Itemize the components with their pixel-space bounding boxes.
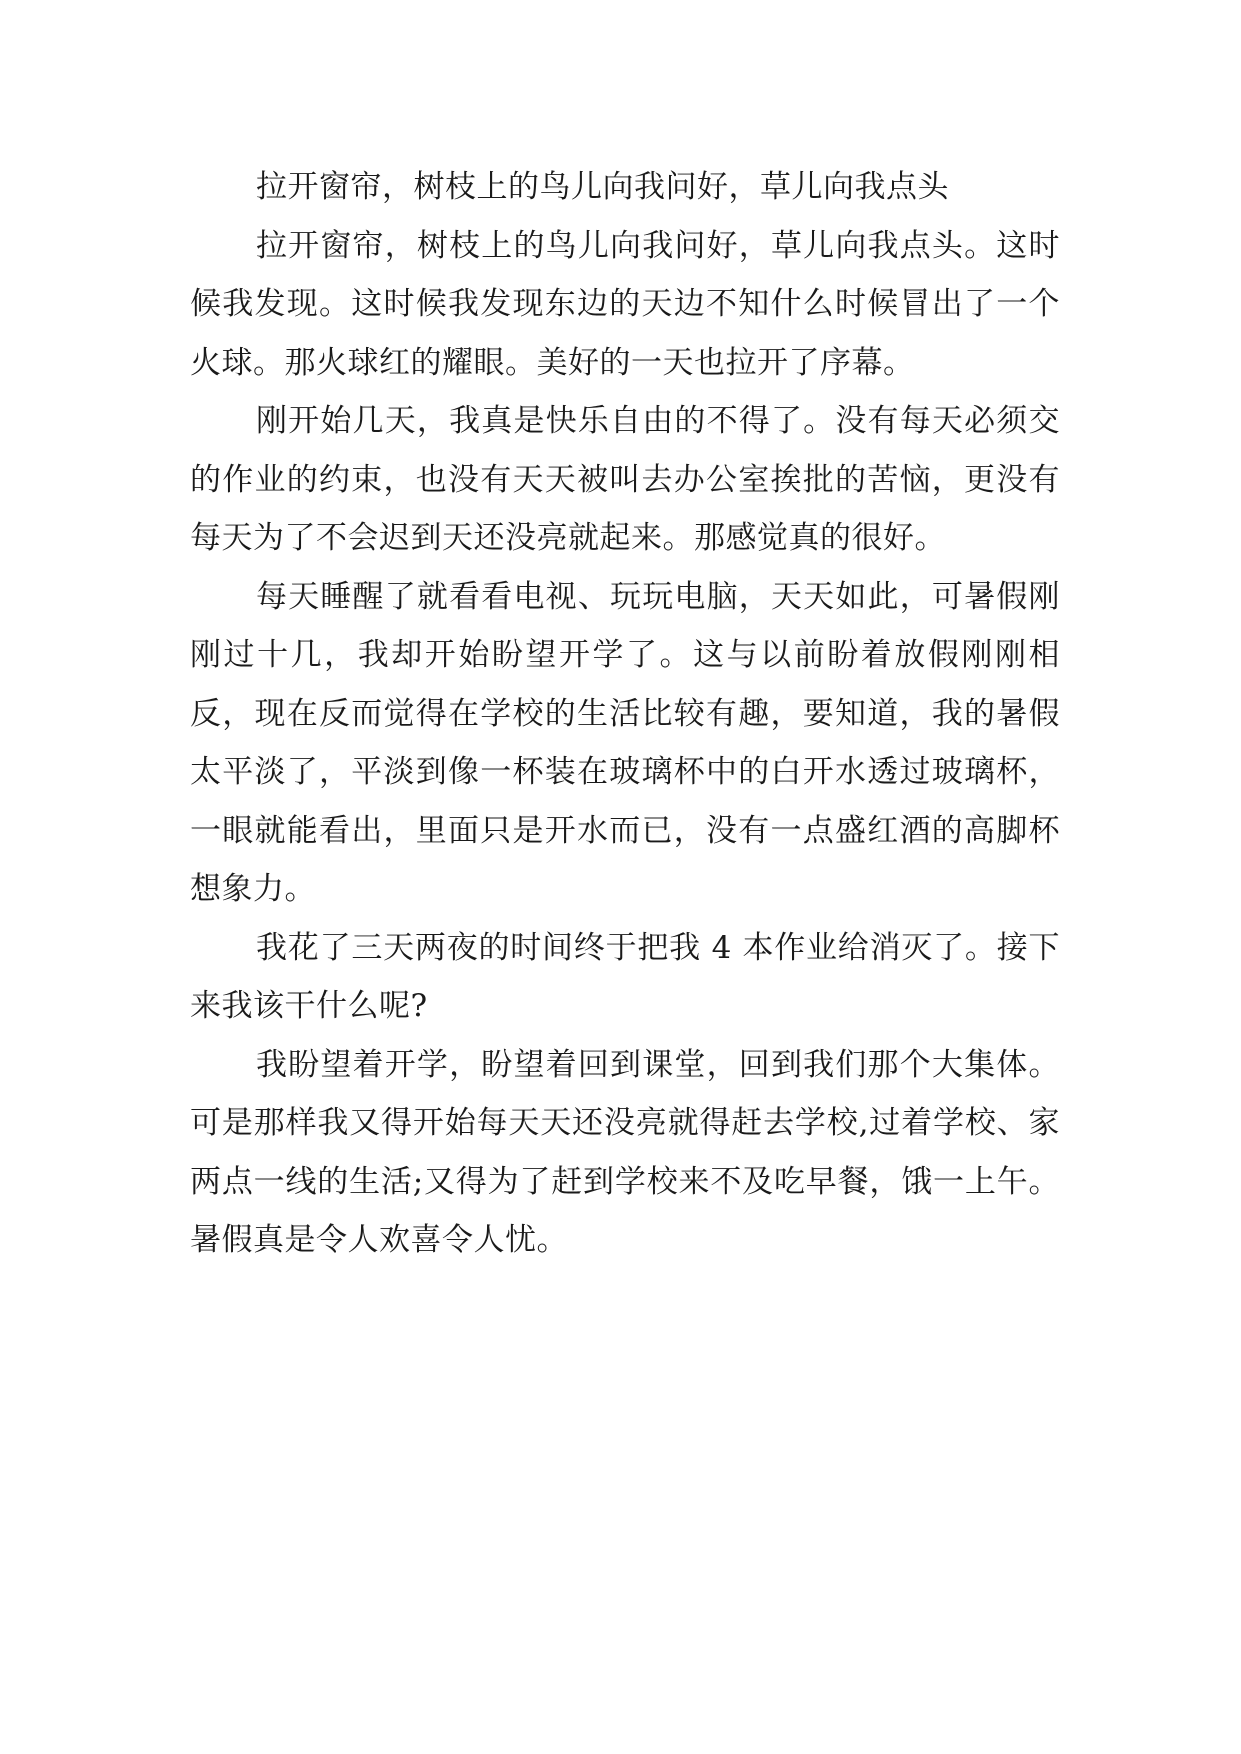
paragraph: 我盼望着开学，盼望着回到课堂，回到我们那个大集体。可是那样我又得开始每天天还没亮就得赶去学校,过着学校、家两点一线的生活;又得为了赶到学校来不及吃早餐，饿一上午。暑假真是令人欢喜令人忧。 (190, 1046, 1060, 1258)
document-title: 拉开窗帘，树枝上的鸟儿向我问好，草儿向我点头 (256, 169, 949, 205)
paragraph: 刚开始几天，我真是快乐自由的不得了。没有每天必须交的作业的约束，也没有天天被叫去办公室挨批的苦恼，更没有每天为了不会迟到天还没亮就起来。那感觉真的很好。 (190, 403, 1060, 556)
document-body (190, 158, 1060, 1270)
paragraph: 拉开窗帘，树枝上的鸟儿向我问好，草儿向我点头。这时候我发现。这时候我发现东边的天边不知什么时候冒出了一个火球。那火球红的耀眼。美好的一天也拉开了序幕。 (190, 227, 1060, 381)
paragraph: 我花了三天两夜的时间终于把我 4 本作业给消灭了。接下来我该干什么呢? (190, 929, 1060, 1024)
paragraph: 每天睡醒了就看看电视、玩玩电脑，天天如此，可暑假刚刚过十几，我却开始盼望开学了。这与以前盼着放假刚刚相反，现在反而觉得在学校的生活比较有趣，要知道，我的暑假太平淡了，平淡到像一杯装在玻璃杯中的白开水透过玻璃杯，一眼就能看出，里面只是开水而已，没有一点盛红酒的高脚杯想象力。 (190, 578, 1060, 907)
